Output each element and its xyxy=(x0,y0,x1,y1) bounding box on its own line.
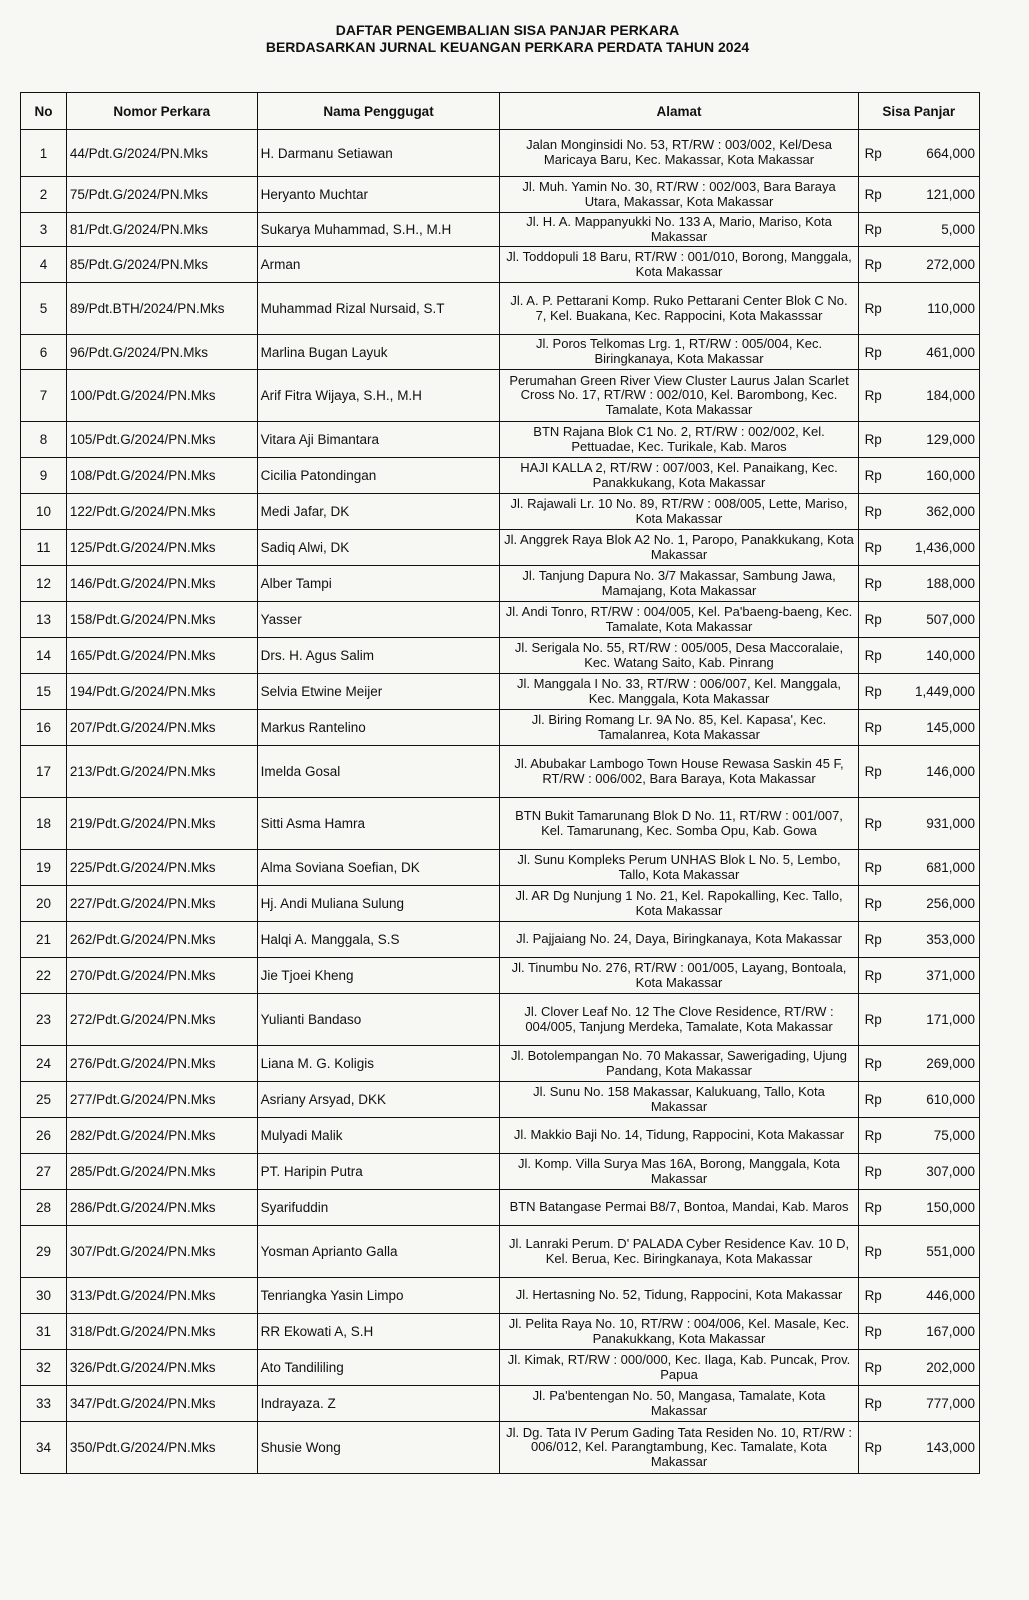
column-header-nomor-perkara: Nomor Perkara xyxy=(66,93,257,130)
cell-sisa-panjar xyxy=(858,798,979,850)
cell-no: 3 xyxy=(21,213,67,247)
cell-sisa-panjar xyxy=(858,1226,979,1278)
cell-alamat: Jl. Hertasning No. 52, Tidung, Rappocini, Kota Makassar xyxy=(500,1278,858,1314)
cell-no: 20 xyxy=(21,886,67,922)
cell-alamat: Jalan Monginsidi No. 53, RT/RW : 003/002, Kel/Desa Maricaya Baru, Kec. Makassar, Kota Makassar xyxy=(500,130,858,177)
currency-label: Rp xyxy=(864,896,882,911)
cell-nama-penggugat: Medi Jafar, DK xyxy=(257,494,500,530)
table-row xyxy=(21,283,980,335)
amount-value: 307,000 xyxy=(926,1164,975,1179)
cell-nomor-perkara: 194/Pdt.G/2024/PN.Mks xyxy=(66,674,257,710)
cell-alamat: Jl. Pa'bentengan No. 50, Mangasa, Tamalate, Kota Makassar xyxy=(500,1386,858,1422)
cell-sisa-panjar xyxy=(858,494,979,530)
amount-value: 353,000 xyxy=(926,932,975,947)
table-row xyxy=(21,1278,980,1314)
amount-value: 160,000 xyxy=(926,468,975,483)
cell-no: 17 xyxy=(21,746,67,798)
cell-nama-penggugat: Yosman Aprianto Galla xyxy=(257,1226,500,1278)
amount-value: 145,000 xyxy=(926,720,975,735)
cell-nama-penggugat: Cicilia Patondingan xyxy=(257,458,500,494)
cell-nama-penggugat: Markus Rantelino xyxy=(257,710,500,746)
cell-no: 11 xyxy=(21,530,67,566)
currency-label: Rp xyxy=(864,344,882,360)
amount-value: 269,000 xyxy=(926,1056,975,1071)
cell-sisa-panjar xyxy=(858,1350,979,1386)
cell-nomor-perkara: 227/Pdt.G/2024/PN.Mks xyxy=(66,886,257,922)
currency-label: Rp xyxy=(864,1396,882,1411)
cell-alamat: Jl. Botolempangan No. 70 Makassar, Sawerigading, Ujung Pandang, Kota Makassar xyxy=(500,1046,858,1082)
table-row xyxy=(21,1350,980,1386)
cell-no: 13 xyxy=(21,602,67,638)
cell-no: 27 xyxy=(21,1154,67,1190)
cell-no: 7 xyxy=(21,370,67,422)
cell-sisa-panjar xyxy=(858,1422,979,1474)
cell-nomor-perkara: 326/Pdt.G/2024/PN.Mks xyxy=(66,1350,257,1386)
table-row xyxy=(21,746,980,798)
cell-sisa-panjar xyxy=(858,458,979,494)
cell-nomor-perkara: 277/Pdt.G/2024/PN.Mks xyxy=(66,1082,257,1118)
cell-alamat: Jl. Anggrek Raya Blok A2 No. 1, Paropo, Panakkukang, Kota Makassar xyxy=(500,530,858,566)
table-row xyxy=(21,1226,980,1278)
currency-label: Rp xyxy=(864,932,882,947)
amount-value: 121,000 xyxy=(926,187,975,202)
table-row xyxy=(21,566,980,602)
cell-nama-penggugat: Heryanto Muchtar xyxy=(257,177,500,213)
cell-nama-penggugat: Yulianti Bandaso xyxy=(257,994,500,1046)
cell-no: 23 xyxy=(21,994,67,1046)
cell-sisa-panjar xyxy=(858,994,979,1046)
cell-nomor-perkara: 207/Pdt.G/2024/PN.Mks xyxy=(66,710,257,746)
cell-sisa-panjar xyxy=(858,958,979,994)
amount-value: 143,000 xyxy=(926,1440,975,1455)
currency-label: Rp xyxy=(864,860,882,875)
currency-label: Rp xyxy=(864,1012,882,1027)
cell-no: 15 xyxy=(21,674,67,710)
cell-nama-penggugat: Syarifuddin xyxy=(257,1190,500,1226)
currency-label: Rp xyxy=(864,388,882,403)
cell-alamat: Jl. AR Dg Nunjung 1 No. 21, Kel. Rapokalling, Kec. Tallo, Kota Makassar xyxy=(500,886,858,922)
cell-no: 31 xyxy=(21,1314,67,1350)
cell-sisa-panjar xyxy=(858,130,979,177)
column-header-nama-penggugat: Nama Penggugat xyxy=(257,93,500,130)
cell-nomor-perkara: 350/Pdt.G/2024/PN.Mks xyxy=(66,1422,257,1474)
cell-nama-penggugat: Mulyadi Malik xyxy=(257,1118,500,1154)
currency-label: Rp xyxy=(864,1440,882,1455)
currency-label: Rp xyxy=(864,1164,882,1179)
table-row xyxy=(21,130,980,177)
cell-alamat: Jl. H. A. Mappanyukki No. 133 A, Mario, Mariso, Kota Makassar xyxy=(500,213,858,247)
amount-value: 362,000 xyxy=(926,504,975,519)
amount-value: 146,000 xyxy=(926,764,975,779)
amount-value: 551,000 xyxy=(926,1244,975,1259)
cell-no: 18 xyxy=(21,798,67,850)
cell-nama-penggugat: Hj. Andi Muliana Sulung xyxy=(257,886,500,922)
cell-no: 14 xyxy=(21,638,67,674)
currency-label: Rp xyxy=(864,764,882,779)
cell-alamat: Jl. Andi Tonro, RT/RW : 004/005, Kel. Pa'baeng-baeng, Kec. Tamalate, Kota Makassar xyxy=(500,602,858,638)
cell-nomor-perkara: 347/Pdt.G/2024/PN.Mks xyxy=(66,1386,257,1422)
cell-no: 8 xyxy=(21,422,67,458)
cell-alamat: Jl. Abubakar Lambogo Town House Rewasa Saskin 45 F, RT/RW : 006/002, Bara Baraya, Kota Makassar xyxy=(500,746,858,798)
currency-label: Rp xyxy=(864,432,882,447)
cell-no: 33 xyxy=(21,1386,67,1422)
amount-value: 188,000 xyxy=(926,576,975,591)
amount-value: 171,000 xyxy=(926,1012,975,1027)
cell-nama-penggugat: Tenriangka Yasin Limpo xyxy=(257,1278,500,1314)
table-row xyxy=(21,1386,980,1422)
cell-sisa-panjar xyxy=(858,177,979,213)
cell-no: 29 xyxy=(21,1226,67,1278)
table-row xyxy=(21,638,980,674)
currency-label: Rp xyxy=(864,504,882,519)
cell-nomor-perkara: 225/Pdt.G/2024/PN.Mks xyxy=(66,850,257,886)
cell-no: 5 xyxy=(21,283,67,335)
amount-value: 1,449,000 xyxy=(914,684,975,699)
cell-no: 4 xyxy=(21,247,67,283)
cell-alamat: Perumahan Green River View Cluster Laurus Jalan Scarlet Cross No. 17, RT/RW : 002/010, Kel. Barombong, Kec. Tamalate, Kota Makassar xyxy=(500,370,858,422)
cell-nomor-perkara: 285/Pdt.G/2024/PN.Mks xyxy=(66,1154,257,1190)
cell-nama-penggugat: Sitti Asma Hamra xyxy=(257,798,500,850)
cell-no: 10 xyxy=(21,494,67,530)
cell-nama-penggugat: Arif Fitra Wijaya, S.H., M.H xyxy=(257,370,500,422)
cell-sisa-panjar xyxy=(858,850,979,886)
cell-sisa-panjar xyxy=(858,1154,979,1190)
currency-label: Rp xyxy=(864,720,882,735)
cell-nomor-perkara: 85/Pdt.G/2024/PN.Mks xyxy=(66,247,257,283)
amount-value: 184,000 xyxy=(926,388,975,403)
amount-value: 140,000 xyxy=(926,648,975,663)
title-line-1: DAFTAR PENGEMBALIAN SISA PANJAR PERKARA xyxy=(335,22,680,38)
amount-value: 202,000 xyxy=(926,1360,975,1375)
amount-value: 150,000 xyxy=(926,1200,975,1215)
cell-nomor-perkara: 213/Pdt.G/2024/PN.Mks xyxy=(66,746,257,798)
currency-label: Rp xyxy=(864,301,882,316)
cell-no: 1 xyxy=(21,130,67,177)
amount-value: 681,000 xyxy=(926,860,975,875)
amount-value: 167,000 xyxy=(926,1324,975,1339)
cell-nomor-perkara: 313/Pdt.G/2024/PN.Mks xyxy=(66,1278,257,1314)
cell-nomor-perkara: 44/Pdt.G/2024/PN.Mks xyxy=(66,130,257,177)
cell-no: 30 xyxy=(21,1278,67,1314)
cell-alamat: Jl. Komp. Villa Surya Mas 16A, Borong, Manggala, Kota Makassar xyxy=(500,1154,858,1190)
cell-sisa-panjar xyxy=(858,1046,979,1082)
cell-nama-penggugat: Selvia Etwine Meijer xyxy=(257,674,500,710)
document-title xyxy=(0,22,1029,56)
cell-alamat: Jl. Pelita Raya No. 10, RT/RW : 004/006, Kel. Masale, Kec. Panakukkang, Kota Makassar xyxy=(500,1314,858,1350)
amount-value: 110,000 xyxy=(927,301,975,316)
cell-no: 25 xyxy=(21,1082,67,1118)
amount-value: 129,000 xyxy=(926,432,975,447)
cell-alamat: BTN Rajana Blok C1 No. 2, RT/RW : 002/002, Kel. Pettuadae, Kec. Turikale, Kab. Maros xyxy=(500,422,858,458)
cell-alamat: Jl. Dg. Tata IV Perum Gading Tata Residen No. 10, RT/RW : 006/012, Kel. Parangtambung, Kec. Tamalate, Kota Makassar xyxy=(500,1422,858,1474)
amount-value: 461,000 xyxy=(926,344,975,360)
amount-value: 446,000 xyxy=(926,1288,975,1303)
table-row xyxy=(21,247,980,283)
table-row xyxy=(21,602,980,638)
cell-nama-penggugat: PT. Haripin Putra xyxy=(257,1154,500,1190)
cell-no: 21 xyxy=(21,922,67,958)
cell-nama-penggugat: H. Darmanu Setiawan xyxy=(257,130,500,177)
cell-alamat: Jl. Muh. Yamin No. 30, RT/RW : 002/003, Bara Baraya Utara, Makassar, Kota Makassar xyxy=(500,177,858,213)
cell-no: 12 xyxy=(21,566,67,602)
cell-no: 16 xyxy=(21,710,67,746)
cell-nomor-perkara: 96/Pdt.G/2024/PN.Mks xyxy=(66,335,257,370)
cell-sisa-panjar xyxy=(858,1082,979,1118)
cell-alamat: Jl. Manggala I No. 33, RT/RW : 006/007, Kel. Manggala, Kec. Manggala, Kota Makassar xyxy=(500,674,858,710)
cell-nama-penggugat: Alma Soviana Soefian, DK xyxy=(257,850,500,886)
table-row xyxy=(21,1082,980,1118)
cell-nomor-perkara: 165/Pdt.G/2024/PN.Mks xyxy=(66,638,257,674)
column-header-no: No xyxy=(21,93,67,130)
amount-value: 5,000 xyxy=(941,222,975,237)
cell-sisa-panjar xyxy=(858,530,979,566)
table-row xyxy=(21,213,980,247)
currency-label: Rp xyxy=(864,1128,882,1143)
cell-nomor-perkara: 158/Pdt.G/2024/PN.Mks xyxy=(66,602,257,638)
cell-alamat: Jl. Pajjaiang No. 24, Daya, Biringkanaya, Kota Makassar xyxy=(500,922,858,958)
title-line-2: BERDASARKAN JURNAL KEUANGAN PERKARA PERDATA TAHUN 2024 xyxy=(265,39,750,55)
cell-nama-penggugat: Indrayaza. Z xyxy=(257,1386,500,1422)
table-row xyxy=(21,798,980,850)
column-header-sisa-panjar: Sisa Panjar xyxy=(858,93,979,130)
cell-nomor-perkara: 125/Pdt.G/2024/PN.Mks xyxy=(66,530,257,566)
cell-sisa-panjar xyxy=(858,1118,979,1154)
table-row xyxy=(21,1314,980,1350)
currency-label: Rp xyxy=(864,684,882,699)
cell-nama-penggugat: Sadiq Alwi, DK xyxy=(257,530,500,566)
cell-sisa-panjar xyxy=(858,1314,979,1350)
cell-nomor-perkara: 318/Pdt.G/2024/PN.Mks xyxy=(66,1314,257,1350)
table-row xyxy=(21,335,980,370)
currency-label: Rp xyxy=(864,968,882,983)
cell-nama-penggugat: Sukarya Muhammad, S.H., M.H xyxy=(257,213,500,247)
table-body xyxy=(21,130,980,1474)
currency-label: Rp xyxy=(864,816,882,831)
cell-sisa-panjar xyxy=(858,566,979,602)
cell-no: 32 xyxy=(21,1350,67,1386)
table-row xyxy=(21,850,980,886)
cell-nama-penggugat: Imelda Gosal xyxy=(257,746,500,798)
cell-sisa-panjar xyxy=(858,1278,979,1314)
cell-sisa-panjar xyxy=(858,922,979,958)
cell-alamat: HAJI KALLA 2, RT/RW : 007/003, Kel. Panaikang, Kec. Panakkukang, Kota Makassar xyxy=(500,458,858,494)
cell-alamat: Jl. Tanjung Dapura No. 3/7 Makassar, Sambung Jawa, Mamajang, Kota Makassar xyxy=(500,566,858,602)
cell-sisa-panjar xyxy=(858,746,979,798)
table-row xyxy=(21,994,980,1046)
cell-no: 2 xyxy=(21,177,67,213)
cell-sisa-panjar xyxy=(858,638,979,674)
cell-no: 6 xyxy=(21,335,67,370)
cell-alamat: Jl. A. P. Pettarani Komp. Ruko Pettarani Center Blok C No. 7, Kel. Buakana, Kec. Rappocini, Kota Makasssar xyxy=(500,283,858,335)
table-row xyxy=(21,422,980,458)
currency-label: Rp xyxy=(864,257,882,272)
cell-nomor-perkara: 75/Pdt.G/2024/PN.Mks xyxy=(66,177,257,213)
cell-sisa-panjar xyxy=(858,886,979,922)
cell-nomor-perkara: 219/Pdt.G/2024/PN.Mks xyxy=(66,798,257,850)
cell-no: 34 xyxy=(21,1422,67,1474)
currency-label: Rp xyxy=(864,1200,882,1215)
table-row xyxy=(21,710,980,746)
table-row xyxy=(21,1190,980,1226)
currency-label: Rp xyxy=(864,468,882,483)
currency-label: Rp xyxy=(864,1092,882,1107)
cell-nama-penggugat: RR Ekowati A, S.H xyxy=(257,1314,500,1350)
cell-nama-penggugat: Jie Tjoei Kheng xyxy=(257,958,500,994)
cell-alamat: Jl. Toddopuli 18 Baru, RT/RW : 001/010, Borong, Manggala, Kota Makassar xyxy=(500,247,858,283)
cell-nama-penggugat: Liana M. G. Koligis xyxy=(257,1046,500,1082)
cell-no: 24 xyxy=(21,1046,67,1082)
cell-nomor-perkara: 276/Pdt.G/2024/PN.Mks xyxy=(66,1046,257,1082)
table-row xyxy=(21,922,980,958)
currency-label: Rp xyxy=(864,612,882,627)
currency-label: Rp xyxy=(864,576,882,591)
table-row xyxy=(21,177,980,213)
cell-sisa-panjar xyxy=(858,602,979,638)
cell-alamat: Jl. Lanraki Perum. D' PALADA Cyber Residence Kav. 10 D, Kel. Berua, Kec. Biringkanaya, Kota Makassar xyxy=(500,1226,858,1278)
cell-sisa-panjar xyxy=(858,213,979,247)
cell-nama-penggugat: Halqi A. Manggala, S.S xyxy=(257,922,500,958)
cell-no: 28 xyxy=(21,1190,67,1226)
cell-alamat: Jl. Sunu Kompleks Perum UNHAS Blok L No. 5, Lembo, Tallo, Kota Makassar xyxy=(500,850,858,886)
cell-nama-penggugat: Muhammad Rizal Nursaid, S.T xyxy=(257,283,500,335)
cell-alamat: Jl. Kimak, RT/RW : 000/000, Kec. Ilaga, Kab. Puncak, Prov. Papua xyxy=(500,1350,858,1386)
cell-sisa-panjar xyxy=(858,247,979,283)
amount-value: 75,000 xyxy=(933,1128,975,1143)
table-row xyxy=(21,494,980,530)
cell-alamat: BTN Bukit Tamarunang Blok D No. 11, RT/RW : 001/007, Kel. Tamarunang, Kec. Somba Opu, Kab. Gowa xyxy=(500,798,858,850)
cell-nomor-perkara: 89/Pdt.BTH/2024/PN.Mks xyxy=(66,283,257,335)
cell-nomor-perkara: 262/Pdt.G/2024/PN.Mks xyxy=(66,922,257,958)
cell-no: 26 xyxy=(21,1118,67,1154)
cell-sisa-panjar xyxy=(858,710,979,746)
cell-sisa-panjar xyxy=(858,674,979,710)
cell-nomor-perkara: 122/Pdt.G/2024/PN.Mks xyxy=(66,494,257,530)
currency-label: Rp xyxy=(864,648,882,663)
amount-value: 777,000 xyxy=(926,1396,975,1411)
cell-nomor-perkara: 270/Pdt.G/2024/PN.Mks xyxy=(66,958,257,994)
cell-alamat: Jl. Sunu No. 158 Makassar, Kalukuang, Tallo, Kota Makassar xyxy=(500,1082,858,1118)
table-row xyxy=(21,530,980,566)
cell-no: 9 xyxy=(21,458,67,494)
cell-alamat: Jl. Biring Romang Lr. 9A No. 85, Kel. Kapasa', Kec. Tamalanrea, Kota Makassar xyxy=(500,710,858,746)
table-header-row xyxy=(21,93,980,130)
cell-nama-penggugat: Shusie Wong xyxy=(257,1422,500,1474)
cell-nomor-perkara: 100/Pdt.G/2024/PN.Mks xyxy=(66,370,257,422)
amount-value: 610,000 xyxy=(926,1092,975,1107)
cell-sisa-panjar xyxy=(858,370,979,422)
amount-value: 272,000 xyxy=(926,257,975,272)
cell-nama-penggugat: Alber Tampi xyxy=(257,566,500,602)
cell-sisa-panjar xyxy=(858,1386,979,1422)
cell-nama-penggugat: Vitara Aji Bimantara xyxy=(257,422,500,458)
currency-label: Rp xyxy=(864,1056,882,1071)
currency-label: Rp xyxy=(864,1288,882,1303)
amount-value: 1,436,000 xyxy=(914,540,975,555)
amount-value: 371,000 xyxy=(926,968,975,983)
cell-nama-penggugat: Drs. H. Agus Salim xyxy=(257,638,500,674)
cell-nomor-perkara: 272/Pdt.G/2024/PN.Mks xyxy=(66,994,257,1046)
table-row xyxy=(21,1118,980,1154)
cell-nomor-perkara: 108/Pdt.G/2024/PN.Mks xyxy=(66,458,257,494)
cell-nomor-perkara: 286/Pdt.G/2024/PN.Mks xyxy=(66,1190,257,1226)
amount-value: 507,000 xyxy=(926,612,975,627)
cell-alamat: Jl. Clover Leaf No. 12 The Clove Residence, RT/RW : 004/005, Tanjung Merdeka, Tamalate, Kota Makassar xyxy=(500,994,858,1046)
cell-nama-penggugat: Ato Tandililing xyxy=(257,1350,500,1386)
cell-nomor-perkara: 81/Pdt.G/2024/PN.Mks xyxy=(66,213,257,247)
currency-label: Rp xyxy=(864,1324,882,1339)
refund-table xyxy=(20,92,980,1474)
cell-alamat: Jl. Tinumbu No. 276, RT/RW : 001/005, Layang, Bontoala, Kota Makassar xyxy=(500,958,858,994)
cell-nomor-perkara: 146/Pdt.G/2024/PN.Mks xyxy=(66,566,257,602)
currency-label: Rp xyxy=(864,222,882,237)
cell-nomor-perkara: 282/Pdt.G/2024/PN.Mks xyxy=(66,1118,257,1154)
column-header-alamat: Alamat xyxy=(500,93,858,130)
cell-alamat: Jl. Rajawali Lr. 10 No. 89, RT/RW : 008/005, Lette, Mariso, Kota Makassar xyxy=(500,494,858,530)
currency-label: Rp xyxy=(864,145,882,161)
table-row xyxy=(21,1422,980,1474)
cell-sisa-panjar xyxy=(858,283,979,335)
cell-alamat: Jl. Poros Telkomas Lrg. 1, RT/RW : 005/004, Kec. Biringkanaya, Kota Makassar xyxy=(500,335,858,370)
cell-nomor-perkara: 105/Pdt.G/2024/PN.Mks xyxy=(66,422,257,458)
currency-label: Rp xyxy=(864,540,882,555)
currency-label: Rp xyxy=(864,187,882,202)
table-row xyxy=(21,674,980,710)
cell-nama-penggugat: Asriany Arsyad, DKK xyxy=(257,1082,500,1118)
currency-label: Rp xyxy=(864,1360,882,1375)
cell-alamat: BTN Batangase Permai B8/7, Bontoa, Mandai, Kab. Maros xyxy=(500,1190,858,1226)
currency-label: Rp xyxy=(864,1244,882,1259)
cell-nomor-perkara: 307/Pdt.G/2024/PN.Mks xyxy=(66,1226,257,1278)
cell-sisa-panjar xyxy=(858,335,979,370)
table-row xyxy=(21,370,980,422)
table-row xyxy=(21,886,980,922)
table-row xyxy=(21,1154,980,1190)
cell-no: 22 xyxy=(21,958,67,994)
cell-sisa-panjar xyxy=(858,422,979,458)
cell-nama-penggugat: Marlina Bugan Layuk xyxy=(257,335,500,370)
cell-alamat: Jl. Makkio Baji No. 14, Tidung, Rappocini, Kota Makassar xyxy=(500,1118,858,1154)
cell-nama-penggugat: Yasser xyxy=(257,602,500,638)
table-row xyxy=(21,958,980,994)
amount-value: 256,000 xyxy=(926,896,975,911)
table-row xyxy=(21,458,980,494)
cell-alamat: Jl. Serigala No. 55, RT/RW : 005/005, Desa Maccoralaie, Kec. Watang Saito, Kab. Pinrang xyxy=(500,638,858,674)
amount-value: 931,000 xyxy=(926,816,975,831)
table-row xyxy=(21,1046,980,1082)
cell-nama-penggugat: Arman xyxy=(257,247,500,283)
amount-value: 664,000 xyxy=(926,145,975,161)
cell-sisa-panjar xyxy=(858,1190,979,1226)
cell-no: 19 xyxy=(21,850,67,886)
